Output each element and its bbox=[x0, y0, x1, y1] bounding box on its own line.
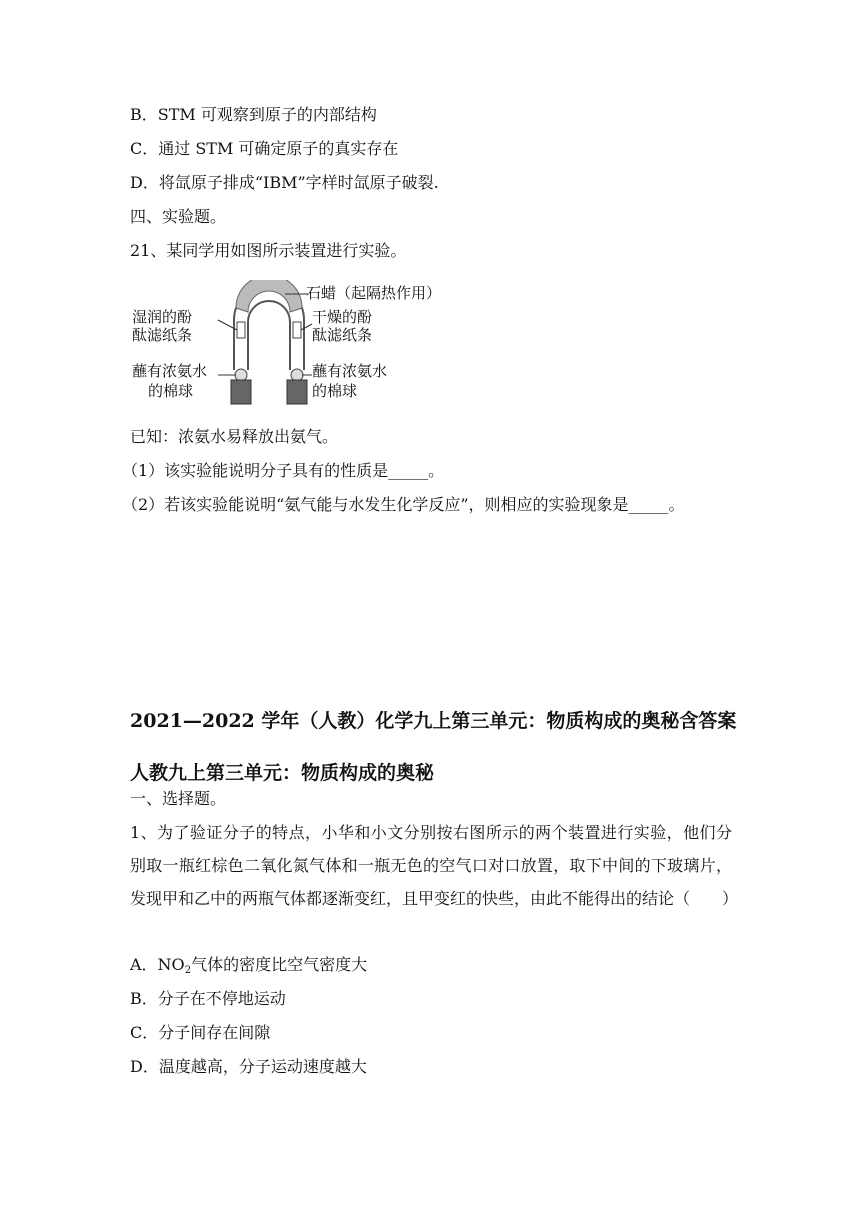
document-title: 2021—2022 学年（人教）化学九上第三单元：物质构成的奥秘含答案 bbox=[130, 710, 737, 732]
label-wet-strip-2: 酞滤纸条 bbox=[132, 326, 193, 344]
question-1-option-b: B．分子在不停地运动 bbox=[130, 989, 286, 1008]
right-filter-strip bbox=[293, 322, 301, 338]
label-dry-strip-2: 酞滤纸条 bbox=[312, 326, 373, 344]
label-dry-strip-1: 干燥的酚 bbox=[312, 308, 373, 326]
label-right-cotton-1: 蘸有浓氨水 bbox=[312, 362, 388, 380]
label-right-cotton-2: 的棉球 bbox=[312, 382, 358, 400]
section-heading-choice: 一、选择题。 bbox=[130, 789, 227, 808]
left-stopper bbox=[231, 380, 251, 404]
option-d-stm: D．将氙原子排成“IBM”字样时氙原子破裂. bbox=[130, 173, 439, 192]
question-21-known: 已知：浓氨水易释放出氨气。 bbox=[130, 427, 339, 446]
u-tube-inner bbox=[248, 301, 290, 370]
label-paraffin: 石蜡（起隔热作用） bbox=[306, 284, 442, 302]
question-1-stem: 1、为了验证分子的特点，小华和小文分别按右图所示的两个装置进行实验，他们分别取一瓶红棕色二氧化氮气体和一瓶无色的空气口对口放置，取下中间的下玻璃片，发现甲和乙中的两瓶气体都逐渐变红，且甲变红的快些，由此不能得出的结论（ ） bbox=[130, 823, 739, 908]
paraffin-cap bbox=[236, 280, 302, 312]
option-a-prefix: A．NO bbox=[130, 955, 185, 974]
option-a-subscript: 2 bbox=[184, 965, 192, 976]
question-21-sub2: （2）若该实验能说明“氨气能与水发生化学反应”，则相应的实验现象是_____。 bbox=[122, 495, 685, 514]
question-1-option-c: C．分子间存在间隙 bbox=[130, 1023, 271, 1042]
right-stopper bbox=[287, 380, 307, 404]
leader-right-strip bbox=[301, 324, 312, 330]
option-b-stm: B．STM 可观察到原子的内部结构 bbox=[130, 105, 377, 124]
section-heading-experiment: 四、实验题。 bbox=[130, 207, 227, 226]
question-21-sub1: （1）该实验能说明分子具有的性质是_____。 bbox=[122, 461, 445, 480]
question-1-option-a bbox=[130, 954, 367, 976]
right-cotton-ball bbox=[291, 369, 303, 381]
label-left-cotton-2: 的棉球 bbox=[148, 382, 194, 400]
document-subtitle: 人教九上第三单元：物质构成的奥秘 bbox=[130, 762, 435, 784]
question-21-stem: 21、某同学用如图所示装置进行实验。 bbox=[130, 241, 407, 260]
option-a-suffix: 气体的密度比空气密度大 bbox=[191, 955, 368, 974]
left-cotton-ball bbox=[235, 369, 247, 381]
label-left-cotton-1: 蘸有浓氨水 bbox=[132, 362, 208, 380]
left-filter-strip bbox=[237, 322, 245, 338]
question-1-option-d: D．温度越高，分子运动速度越大 bbox=[130, 1057, 367, 1076]
option-c-stm: C．通过 STM 可确定原子的真实存在 bbox=[130, 139, 399, 158]
label-wet-strip-1: 湿润的酚 bbox=[132, 308, 193, 326]
u-tube-apparatus-figure bbox=[130, 280, 450, 405]
